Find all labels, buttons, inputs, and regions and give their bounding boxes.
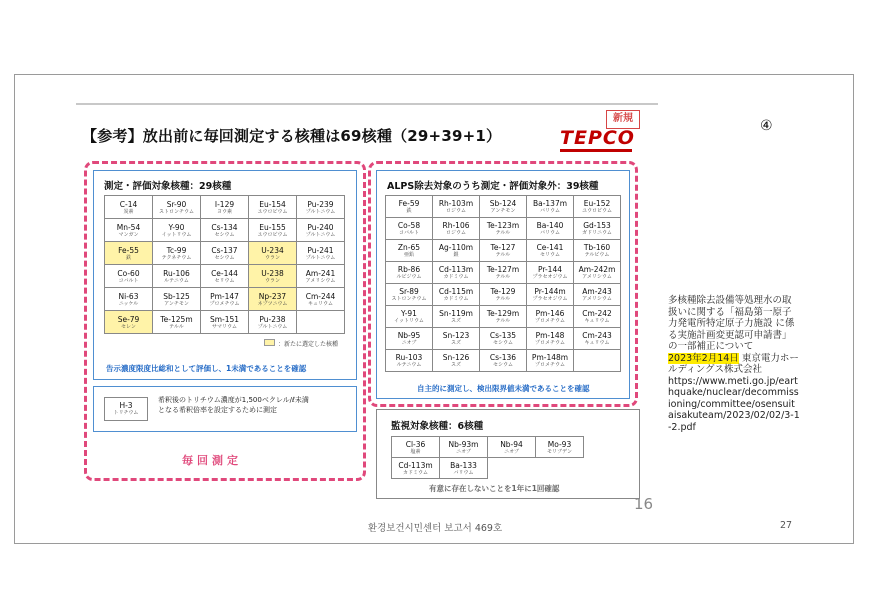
nuclide-cell (201, 265, 249, 288)
nuclide-row (386, 196, 621, 218)
nuclide-symbol: Mo-93 (547, 439, 572, 449)
nuclide-cell (201, 196, 249, 219)
nuclide-name: ロジウム (446, 230, 466, 236)
tritium-name: トリチウム (113, 410, 139, 416)
nuclide-symbol: Zn-65 (397, 243, 421, 252)
nuclide-cell (153, 288, 201, 311)
nuclide-cell (433, 350, 480, 372)
nuclide-symbol: Nb-93m (448, 439, 479, 449)
nuclide-name: セリウム (214, 277, 235, 284)
nuclide-cell (386, 328, 433, 350)
nuclide-symbol: Cs-136 (489, 353, 517, 362)
nuclide-name: ヨウ素 (216, 208, 232, 215)
nuclide-symbol: Pu-240 (307, 222, 334, 232)
nuclide-row (386, 328, 621, 350)
nuclide-name: アメリシウム (305, 277, 336, 284)
evaluated-nuclides-table (104, 195, 345, 334)
tritium-symbol: H-3 (119, 401, 133, 410)
side-note-url[interactable]: https://www.meti.go.jp/earthquake/nuclear/decommissioning/committee/osensuitaisakuteam/2023/02/02/3-1-2.pdf (668, 375, 800, 433)
side-note-date: 2023年2月14日 (668, 352, 739, 364)
nuclide-symbol: Te-125m (160, 314, 193, 324)
nuclide-symbol: Cm-242 (582, 309, 612, 318)
nuclide-name: プルトニウム (257, 323, 288, 330)
tritium-description (158, 395, 309, 415)
nuclide-cell (480, 284, 527, 306)
side-note (668, 295, 800, 433)
nuclide-cell (527, 328, 574, 350)
tritium-cell (104, 397, 148, 421)
nuclide-cell (297, 265, 345, 288)
nuclide-symbol: Gd-153 (583, 221, 611, 230)
nuclide-symbol: Ag-110m (438, 243, 474, 252)
nuclide-symbol: Cd-113m (438, 265, 474, 274)
nuclide-symbol: Ba-140 (536, 221, 564, 230)
nuclide-name: 塩素 (410, 448, 421, 455)
nuclide-symbol: Np-237 (258, 291, 287, 301)
nuclide-symbol: Pr-144m (534, 287, 566, 296)
nuclide-cell (527, 262, 574, 284)
nuclide-name: ユウロピウム (257, 208, 288, 215)
nuclide-cell (105, 196, 153, 219)
nuclide-name: スズ (450, 340, 461, 346)
nuclide-name: テルル (495, 318, 511, 324)
nuclide-name: 亜鉛 (403, 252, 414, 258)
nuclide-symbol: Ru-106 (163, 268, 190, 278)
nuclide-cell (386, 306, 433, 328)
nuclide-cell (574, 240, 621, 262)
nuclide-symbol: Rh-106 (442, 221, 470, 230)
monitoring-note: 有意に存在しないことを1年に1回確認 (429, 484, 560, 493)
nuclide-symbol: Cd-115m (438, 287, 474, 296)
nuclide-row (386, 240, 621, 262)
nuclide-cell (433, 262, 480, 284)
alps-excluded-title: ALPS除去対象のうち測定・評価対象外：39核種 (387, 181, 599, 192)
nuclide-name: キュリウム (584, 340, 610, 346)
nuclide-name: アンチモン (164, 300, 189, 307)
nuclide-name: マンガン (118, 231, 139, 238)
nuclide-symbol: Rh-103m (438, 199, 474, 208)
nuclide-symbol: Pm-148 (535, 331, 565, 340)
nuclide-cell (527, 196, 574, 218)
alps-excluded-table (385, 195, 621, 372)
nuclide-symbol: Pu-238 (259, 314, 286, 324)
nuclide-name: キュリウム (584, 318, 610, 324)
nuclide-symbol: Cd-113m (398, 460, 433, 470)
page-number: 27 (780, 520, 793, 531)
nuclide-name: セシウム (214, 254, 235, 261)
nuclide-symbol: Am-242m (578, 265, 616, 274)
nuclide-name: モリブデン (547, 448, 572, 455)
nuclide-row (105, 311, 345, 334)
nuclide-cell (527, 240, 574, 262)
nuclide-symbol: Cs-135 (489, 331, 517, 340)
nuclide-cell (480, 240, 527, 262)
nuclide-symbol: Mn-54 (116, 222, 141, 232)
nuclide-symbol: Te-129 (490, 287, 516, 296)
nuclide-cell (488, 437, 536, 458)
nuclide-symbol: Cs-134 (211, 222, 238, 232)
tritium-text-line2: となる希釈倍率を設定するために測定 (158, 406, 277, 414)
nuclide-symbol: Cm-243 (582, 331, 612, 340)
nuclide-cell (433, 196, 480, 218)
nuclide-name: ウラン (264, 277, 280, 284)
nuclide-name: ニオブ (456, 448, 471, 455)
nuclide-symbol: Sn-119m (439, 309, 473, 318)
nuclide-name: プロメチウム (535, 318, 565, 324)
legend-text: ：新たに選定した核種 (278, 341, 339, 348)
nuclide-cell (105, 242, 153, 265)
nuclide-symbol: Ba-133 (450, 460, 477, 470)
every-time-label: 毎回測定 (182, 454, 242, 467)
nuclide-cell (433, 284, 480, 306)
nuclide-cell (574, 262, 621, 284)
nuclide-name: ユウロピウム (257, 231, 288, 238)
nuclide-name: コバルト (118, 277, 139, 284)
nuclide-symbol: Eu-154 (259, 199, 286, 209)
nuclide-name: イットリウム (394, 318, 424, 324)
evaluated-nuclides-panel (93, 170, 357, 380)
monitoring-title: 監視対象核種：6核種 (391, 421, 484, 432)
tepco-logo-underline (560, 149, 632, 152)
empty-cell (297, 311, 345, 334)
nuclide-name: 炭素 (123, 208, 134, 215)
nuclide-row (105, 196, 345, 219)
nuclide-cell (527, 218, 574, 240)
nuclide-cell (153, 196, 201, 219)
nuclide-symbol: Cs-137 (211, 245, 238, 255)
nuclide-cell (297, 242, 345, 265)
nuclide-name: ガドリニウム (582, 230, 612, 236)
nuclide-symbol: Nb-94 (500, 439, 523, 449)
nuclide-cell (527, 284, 574, 306)
nuclide-cell (480, 196, 527, 218)
nuclide-row (386, 218, 621, 240)
nuclide-symbol: Sb-125 (163, 291, 190, 301)
nuclide-name: ニッケル (118, 300, 139, 307)
nuclide-symbol: U-234 (261, 245, 284, 255)
nuclide-cell (480, 328, 527, 350)
nuclide-cell (105, 288, 153, 311)
nuclide-name: アンチモン (490, 208, 516, 214)
nuclide-cell (433, 218, 480, 240)
nuclide-cell (574, 328, 621, 350)
nuclide-name: 銀 (453, 252, 459, 258)
nuclide-name: ストロンチウム (159, 208, 194, 215)
nuclide-row (105, 288, 345, 311)
nuclide-name: スズ (450, 318, 461, 324)
nuclide-symbol: U-238 (261, 268, 284, 278)
nuclide-cell (440, 458, 488, 479)
nuclide-name: プラセオジウム (532, 296, 568, 302)
nuclide-symbol: Te-123m (486, 221, 520, 230)
tritium-text-line1: 希釈後のトリチウム濃度が1,500ベクレル/ℓ未満 (158, 396, 309, 404)
nuclide-symbol: Co-58 (397, 221, 421, 230)
side-note-publisher: 東京電力ホールディングス株式会社 (668, 352, 799, 375)
nuclide-name: アメリシウム (582, 296, 612, 302)
nuclide-cell (386, 240, 433, 262)
nuclide-symbol: Am-241 (305, 268, 336, 278)
nuclide-cell (440, 437, 488, 458)
nuclide-row (392, 458, 584, 479)
nuclide-name: 鉄 (406, 208, 412, 214)
nuclide-cell (153, 242, 201, 265)
nuclide-name: プラセオジウム (532, 274, 568, 280)
nuclide-symbol: Pm-147 (210, 291, 239, 301)
nuclide-name: バリウム (540, 230, 560, 236)
nuclide-cell (480, 306, 527, 328)
nuclide-symbol: Ru-103 (395, 353, 423, 362)
embedded-slide (76, 103, 658, 515)
nuclide-symbol: Ba-137m (532, 199, 568, 208)
nuclide-symbol: Pr-144 (537, 265, 563, 274)
nuclide-cell (480, 350, 527, 372)
nuclide-cell (249, 311, 297, 334)
nuclide-name: 鉄 (125, 254, 131, 261)
nuclide-cell (386, 350, 433, 372)
nuclide-symbol: Sb-124 (489, 199, 517, 208)
monitoring-table (391, 436, 584, 479)
nuclide-cell (249, 196, 297, 219)
nuclide-cell (574, 284, 621, 306)
nuclide-name: ルテニウム (396, 362, 422, 368)
nuclide-name: セシウム (493, 340, 513, 346)
empty-cell (574, 350, 621, 372)
nuclide-name: ウラン (264, 254, 280, 261)
nuclide-symbol: Y-90 (168, 222, 185, 232)
nuclide-name: テルル (495, 230, 511, 236)
nuclide-symbol: Cl-36 (405, 439, 426, 449)
nuclide-symbol: Te-127m (486, 265, 520, 274)
nuclide-cell (433, 240, 480, 262)
nuclide-row (386, 284, 621, 306)
nuclide-name: テルル (169, 323, 184, 330)
nuclide-name: スズ (450, 362, 461, 368)
nuclide-symbol: Ni-63 (118, 291, 139, 301)
nuclide-name: カドミウム (443, 274, 469, 280)
nuclide-name: プルトニウム (305, 254, 336, 261)
slide-number: 16 (634, 495, 654, 513)
nuclide-cell (527, 306, 574, 328)
nuclide-name: バリウム (540, 208, 560, 214)
nuclide-name: プロメチウム (535, 362, 565, 368)
nuclide-cell (201, 311, 249, 334)
side-note-text: 多核種除去設備等処理水の取扱いに関する「福島第一原子力発電所特定原子力施設 に係る実施計画変更認可申請書」の一部補正について (668, 295, 795, 352)
new-badge: 新規 (606, 110, 640, 129)
nuclide-symbol: Sr-89 (399, 287, 419, 296)
nuclide-name: プロメチウム (209, 300, 240, 307)
nuclide-symbol: Te-127 (490, 243, 516, 252)
nuclide-name: セリウム (540, 252, 560, 258)
nuclide-name: ユウロピウム (582, 208, 612, 214)
nuclide-name: ロジウム (446, 208, 466, 214)
nuclide-symbol: Pm-148m (531, 353, 569, 362)
nuclide-cell (392, 437, 440, 458)
side-note-source (668, 353, 800, 376)
nuclide-cell (527, 350, 574, 372)
nuclide-symbol: Rb-86 (397, 265, 421, 274)
nuclide-cell (297, 196, 345, 219)
nuclide-name: ネプツニウム (257, 300, 288, 307)
nuclide-cell (153, 311, 201, 334)
nuclide-cell (297, 288, 345, 311)
nuclide-symbol: Sn-126 (442, 353, 470, 362)
nuclide-cell (433, 328, 480, 350)
nuclide-cell (386, 196, 433, 218)
nuclide-row (392, 437, 584, 458)
nuclide-name: テルル (495, 296, 511, 302)
nuclide-symbol: Ce-144 (211, 268, 238, 278)
nuclide-symbol: Te-129m (486, 309, 520, 318)
slide-title: 【参考】放出前に毎回測定する核種は69核種（29+39+1） (82, 127, 502, 145)
monitoring-panel (376, 409, 640, 499)
nuclide-symbol: Pu-239 (307, 199, 334, 209)
nuclide-symbol: Pm-146 (535, 309, 565, 318)
nuclide-row (386, 306, 621, 328)
nuclide-name: ストロンチウム (391, 296, 427, 302)
nuclide-symbol: Fe-55 (118, 245, 139, 255)
nuclide-symbol: Eu-152 (583, 199, 611, 208)
nuclide-cell (201, 219, 249, 242)
nuclide-symbol: Se-79 (117, 314, 140, 324)
nuclide-symbol: Am-243 (582, 287, 612, 296)
nuclide-name: ニオブ (504, 448, 519, 455)
nuclide-symbol: Tc-99 (166, 245, 187, 255)
nuclide-name: プルトニウム (305, 208, 336, 215)
nuclide-name: ニオブ (401, 340, 417, 346)
tritium-panel (93, 386, 357, 432)
nuclide-symbol: Y-91 (401, 309, 417, 318)
alps-excluded-panel (376, 170, 630, 399)
nuclide-symbol: I-129 (214, 199, 235, 209)
alps-excluded-note: 自主的に測定し、検出限界値未満であることを確認 (417, 384, 590, 393)
nuclide-cell (536, 437, 584, 458)
nuclide-name: テルル (495, 252, 511, 258)
nuclide-cell (249, 288, 297, 311)
nuclide-cell (249, 265, 297, 288)
nuclide-row (386, 350, 621, 372)
nuclide-name: キュリウム (308, 300, 333, 307)
nuclide-cell (480, 262, 527, 284)
nuclide-cell (480, 218, 527, 240)
report-footer: 환경보건시민센터 보고서 469호 (367, 523, 503, 534)
nuclide-symbol: C-14 (119, 199, 138, 209)
nuclide-name: アメリシウム (582, 274, 612, 280)
nuclide-name: テクネチウム (161, 254, 192, 261)
nuclide-cell (433, 306, 480, 328)
nuclide-row (105, 265, 345, 288)
nuclide-name: プルトニウム (305, 231, 336, 238)
nuclide-cell (386, 218, 433, 240)
nuclide-cell (201, 288, 249, 311)
nuclide-name: ルテニウム (164, 277, 189, 284)
nuclide-name: バリウム (453, 469, 474, 476)
tepco-logo: TEPCO (560, 127, 635, 149)
circled-number: ④ (760, 118, 773, 134)
nuclide-cell (249, 242, 297, 265)
nuclide-name: サマリウム (212, 323, 237, 330)
nuclide-name: コバルト (398, 230, 419, 236)
legend-swatch (264, 339, 275, 346)
nuclide-name: ルビジウム (396, 274, 422, 280)
nuclide-name: セレン (121, 323, 136, 330)
nuclide-name: テルル (495, 274, 511, 280)
nuclide-name: カドミウム (443, 296, 469, 302)
nuclide-cell (105, 265, 153, 288)
nuclide-symbol: Ce-141 (536, 243, 564, 252)
nuclide-cell (153, 219, 201, 242)
nuclide-symbol: Eu-155 (259, 222, 286, 232)
nuclide-row (105, 242, 345, 265)
nuclide-row (386, 262, 621, 284)
nuclide-cell (105, 311, 153, 334)
nuclide-symbol: Sr-90 (166, 199, 187, 209)
nuclide-name: カドミウム (403, 469, 428, 476)
nuclide-cell (392, 458, 440, 479)
slide-top-rule (76, 103, 658, 105)
nuclide-name: プロメチウム (535, 340, 565, 346)
nuclide-symbol: Cm-244 (305, 291, 336, 301)
nuclide-cell (105, 219, 153, 242)
nuclide-symbol: Sn-123 (442, 331, 470, 340)
nuclide-name: イットリウム (161, 231, 192, 238)
nuclide-cell (249, 219, 297, 242)
nuclide-cell (297, 219, 345, 242)
evaluated-nuclides-note: 告示濃度限度比総和として評価し、1未満であることを確認 (106, 364, 307, 373)
nuclide-symbol: Tb-160 (583, 243, 611, 252)
nuclide-symbol: Sm-151 (209, 314, 240, 324)
nuclide-cell (574, 196, 621, 218)
nuclide-name: テルビウム (584, 252, 610, 258)
nuclide-cell (386, 262, 433, 284)
nuclide-symbol: Fe-59 (398, 199, 420, 208)
nuclide-cell (201, 242, 249, 265)
nuclide-cell (574, 218, 621, 240)
nuclide-name: セシウム (493, 362, 513, 368)
evaluated-nuclides-title: 測定・評価対象核種：29核種 (104, 181, 232, 192)
nuclide-cell (153, 265, 201, 288)
nuclide-cell (574, 306, 621, 328)
nuclide-symbol: Pu-241 (307, 245, 334, 255)
nuclide-cell (386, 284, 433, 306)
nuclide-name: セシウム (214, 231, 235, 238)
nuclide-symbol: Co-60 (117, 268, 140, 278)
nuclide-row (105, 219, 345, 242)
nuclide-symbol: Nb-95 (397, 331, 421, 340)
